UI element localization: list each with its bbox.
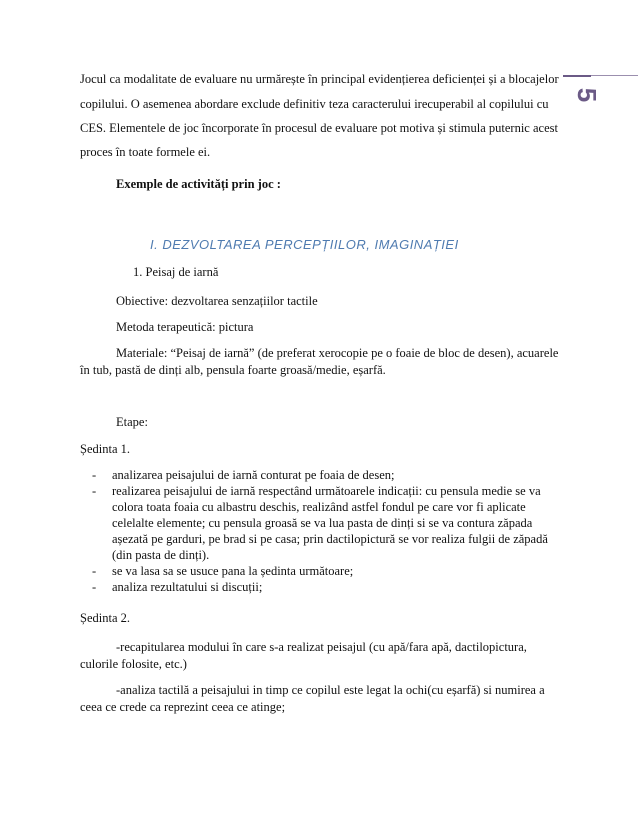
materials-line-1: Materiale: “Peisaj de iarnă” (de preferat xerocopie pe o foaie de bloc de desen), acuarele bbox=[116, 346, 559, 360]
list-item-text: se va lasa sa se usuce pana la ședinta următoare; bbox=[112, 564, 354, 578]
list-item-text: așezată pe garduri, pe brad si pe casa; prin dactilopictură se vor realiza fulgii de zăpadă bbox=[112, 532, 548, 546]
list-item-text: colora toata foaia cu albastru deschis, realizând astfel fondul pe care vor fi aplicate bbox=[112, 500, 526, 514]
list-item-text: (din pasta de dinți). bbox=[112, 548, 210, 562]
list-item: - se va lasa sa se usuce pana la ședinta următoare; bbox=[92, 564, 354, 578]
stages-label: Etape: bbox=[116, 415, 148, 429]
list-item: - realizarea peisajului de iarnă respectând următoarele indicații: cu pensula medie se va colora toata foaia cu albastru deschis, realizând astfel fondul pe care vor fi aplicate celelalte elemente; cu pensula groasă se va lua pasta de dinți si se va contura zăpada așezată pe garduri, pe brad si pe casa; prin dactilopictură se vor realiza fulgii de zăpadă (din pasta de dinți). bbox=[92, 484, 548, 562]
list-item-text: analizarea peisajului de iarnă conturat pe foaia de desen; bbox=[112, 468, 395, 482]
session-2-p1-line-1: -recapitularea modului în care s-a realizat peisajul (cu apă/fara apă, dactilopictura, bbox=[116, 640, 527, 654]
intro-line-3: CES. Elementele de joc încorporate în procesul de evaluare pot motiva și stimula puternic acest bbox=[80, 121, 558, 135]
intro-line-1: Jocul ca modalitate de evaluare nu urmărește în principal evidențierea deficienței și a blocajelor bbox=[80, 72, 559, 86]
session-1-label: Ședinta 1. bbox=[80, 442, 130, 456]
intro-line-2: copilului. O asemenea abordare exclude definitiv teza caracterului irecuperabil al copilului cu bbox=[80, 97, 549, 111]
list-item-text: analiza rezultatului si discuții; bbox=[112, 580, 263, 594]
session-2-label: Ședinta 2. bbox=[80, 611, 130, 625]
objective-text: Obiective: dezvoltarea senzațiilor tactile bbox=[116, 294, 318, 308]
section-title: I. DEZVOLTAREA PERCEPȚIILOR, IMAGINAȚIEI bbox=[150, 237, 459, 252]
session-1-list bbox=[80, 467, 560, 595]
list-item: - analiza rezultatului si discuții; bbox=[92, 580, 263, 594]
list-item-text: realizarea peisajului de iarnă respectând următoarele indicații: cu pensula medie se va bbox=[112, 484, 541, 498]
session-2-p1-line-2: culorile folosite, etc.) bbox=[80, 657, 187, 671]
session-2-p2-line-1: -analiza tactilă a peisajului in timp ce copilul este legat la ochi(cu eșarfă) si numirea a bbox=[116, 683, 545, 697]
materials-line-2: în tub, pastă de dinți alb, pensula foarte groasă/medie, eșarfă. bbox=[80, 363, 386, 377]
list-item: - analizarea peisajului de iarnă conturat pe foaia de desen; bbox=[92, 468, 395, 482]
item-title: 1. Peisaj de iarnă bbox=[133, 265, 219, 279]
method-text: Metoda terapeutică: pictura bbox=[116, 320, 254, 334]
header-rule bbox=[591, 75, 638, 76]
intro-line-4: proces în toate formele ei. bbox=[80, 145, 211, 159]
header-accent-rule bbox=[563, 75, 591, 77]
session-2-p2-line-2: ceea ce crede ca reprezint ceea ce atinge; bbox=[80, 700, 286, 714]
page-number: 5 bbox=[572, 87, 602, 103]
list-item-text: celelalte elemente; cu pensula groasă se va lua pasta de dinți si se va contura zăpada bbox=[112, 516, 533, 530]
examples-heading: Exemple de activități prin joc : bbox=[116, 177, 281, 191]
